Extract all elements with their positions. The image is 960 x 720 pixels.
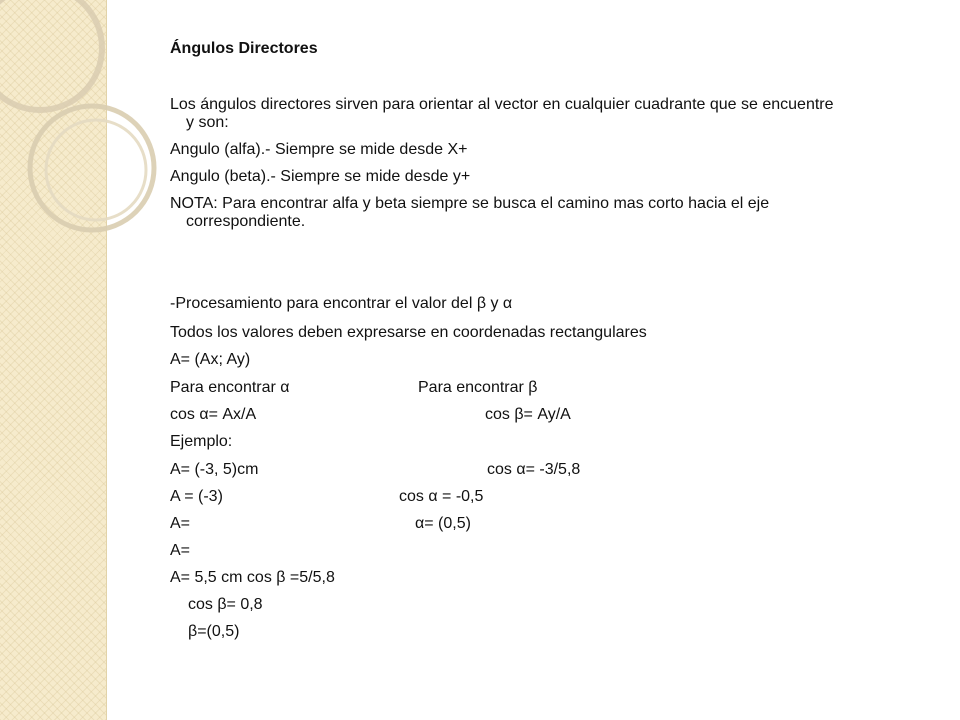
- find-alpha-label: Para encontrar α: [170, 379, 290, 396]
- example-cos-beta-result: cos β= 0,8: [188, 596, 263, 613]
- ring-top: [0, 0, 102, 110]
- nota-line-2: correspondiente.: [186, 213, 306, 230]
- nota-line-1: NOTA: Para encontrar alfa y beta siempre se busca el camino mas corto hacia el eje: [170, 195, 770, 212]
- example-a-magnitude: A= 5,5 cm cos β =5/5,8: [170, 569, 335, 586]
- rectangular-note: Todos los valores deben expresarse en coordenadas rectangulares: [170, 324, 647, 341]
- example-cos-alpha-calc: cos α= -3/5,8: [487, 461, 581, 478]
- intro-line-1: Los ángulos directores sirven para orientar al vector en cualquier cuadrante que se encuentre: [170, 96, 834, 113]
- intro-paragraph: [170, 96, 930, 132]
- example-beta-result: β=(0,5): [188, 623, 240, 640]
- cos-beta-formula: cos β= Ay/A: [485, 406, 571, 423]
- page-title: Ángulos Directores: [170, 40, 318, 57]
- intro-line-2: y son:: [186, 114, 229, 131]
- find-beta-label: Para encontrar β: [418, 379, 538, 396]
- procedure-heading: -Procesamiento para encontrar el valor del β y α: [170, 295, 513, 312]
- ring-middle: [30, 106, 154, 230]
- cos-alpha-formula: cos α= Ax/A: [170, 406, 257, 423]
- alfa-definition: Angulo (alfa).- Siempre se mide desde X+: [170, 141, 468, 158]
- example-label: Ejemplo:: [170, 433, 233, 450]
- nota-paragraph: [170, 195, 930, 231]
- example-a-x: A = (-3): [170, 488, 223, 505]
- beta-definition: Angulo (beta).- Siempre se mide desde y+: [170, 168, 471, 185]
- slide-content: [170, 0, 940, 720]
- example-a-blank-2: A=: [170, 542, 191, 559]
- example-cos-alpha-result: cos α = -0,5: [399, 488, 484, 505]
- example-alpha-result: α= (0,5): [415, 515, 471, 532]
- example-a-value: A= (-3, 5)cm: [170, 461, 259, 478]
- a-components: A= (Ax; Ay): [170, 351, 251, 368]
- decorative-rings: [0, 0, 160, 300]
- ring-inner: [46, 120, 146, 220]
- example-a-blank-1: A=: [170, 515, 191, 532]
